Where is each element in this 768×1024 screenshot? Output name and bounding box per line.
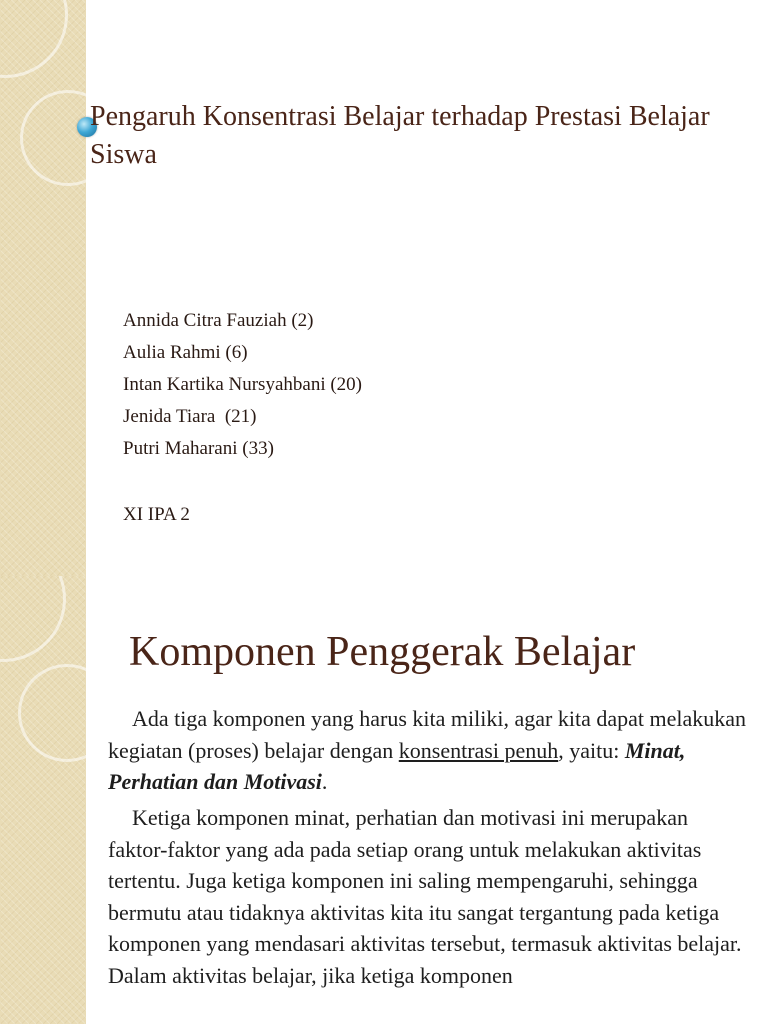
paragraph-2 <box>108 802 748 991</box>
decorative-ring <box>18 664 86 762</box>
paragraph-1 <box>108 703 748 798</box>
underlined-term: konsentrasi penuh <box>398 737 559 763</box>
author-list <box>123 305 362 465</box>
author-item: Jenida Tiara (21) <box>123 406 257 427</box>
class-label: XI IPA 2 <box>123 504 190 525</box>
paragraph-1-text: . <box>321 769 328 794</box>
decorative-ring <box>20 90 86 186</box>
slide-2 <box>0 576 768 1024</box>
emphasized-components: Minat, Perhatian dan Motivasi <box>108 737 686 794</box>
author-item: Annida Citra Fauziah (2) <box>123 310 314 331</box>
author-item: Aulia Rahmi (6) <box>123 342 248 363</box>
paragraph-1-text: , yaitu: <box>558 737 625 763</box>
decorative-ring <box>0 0 68 78</box>
decorative-sidebar <box>0 576 86 1024</box>
author-item: Intan Kartika Nursyahbani (20) <box>123 374 363 395</box>
slide-1-title: Pengaruh Konsentrasi Belajar terhadap Prestasi Belajar Siswa <box>90 101 710 170</box>
paragraph-1-text: Ada tiga komponen yang harus kita miliki, agar kita dapat melakukan kegiatan (proses) belajar dengan <box>108 706 746 763</box>
paragraph-2-text: Ketiga komponen minat, perhatian dan motivasi ini merupakan faktor-faktor yang ada pada setiap orang untuk melakukan aktivitas tertentu. Juga ketiga komponen ini saling mempengaruhi, sehingga bermutu atau tidaknya aktivitas kita itu sangat tergantung pada ketiga komponen yang mendasari aktivitas tersebut, termasuk aktivitas belajar. Dalam aktivitas belajar, jika ketiga komponen <box>108 805 742 988</box>
decorative-sidebar <box>0 0 86 576</box>
slide-2-title: Komponen Penggerak Belajar <box>129 629 636 675</box>
decorative-ring <box>0 576 66 662</box>
author-item: Putri Maharani (33) <box>123 438 274 459</box>
